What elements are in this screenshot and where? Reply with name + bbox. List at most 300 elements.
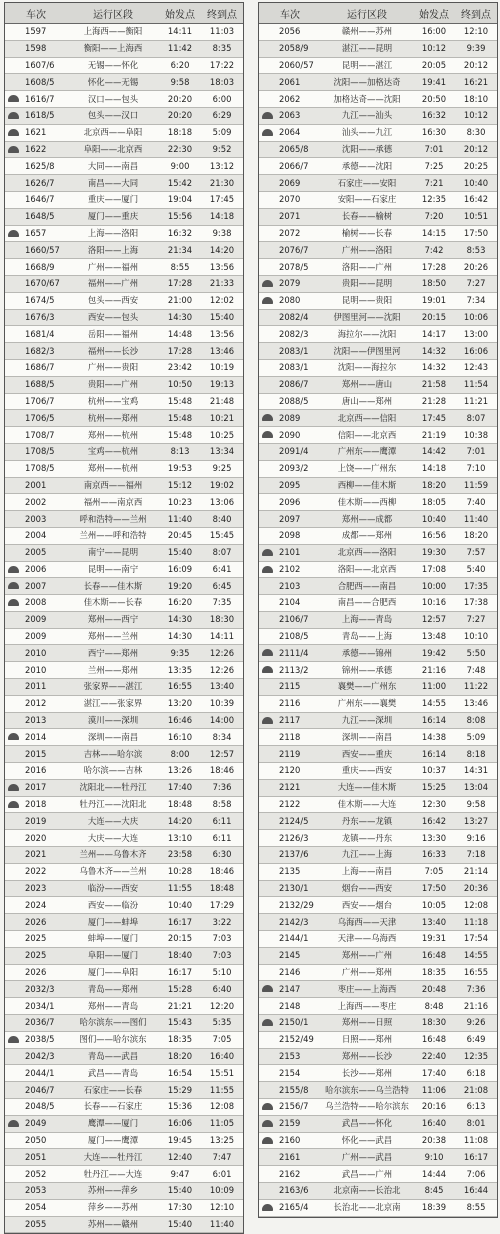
timetable-right-body [259, 24, 497, 1217]
train-icon [262, 666, 273, 673]
route-section: 大庆——大连 [67, 830, 159, 847]
route-section: 哈尔滨——吉林 [67, 763, 159, 780]
table-row [259, 494, 497, 511]
train-number: 1708/5 [5, 460, 67, 477]
table-row [259, 1082, 497, 1099]
arrive-time: 5:35 [201, 1015, 243, 1032]
depart-time: 23:58 [159, 847, 201, 864]
route-section: 丹东——龙镇 [321, 813, 413, 830]
arrive-time: 12:26 [201, 662, 243, 679]
depart-time: 14:32 [413, 359, 455, 376]
depart-time: 10:50 [159, 376, 201, 393]
depart-time: 15:40 [159, 544, 201, 561]
route-section: 信阳——北京西 [321, 427, 413, 444]
train-number: 2026 [5, 914, 67, 931]
table-row [5, 931, 243, 948]
arrive-time: 7:27 [455, 611, 497, 628]
train-number: 2096 [259, 494, 321, 511]
arrive-time: 12:02 [201, 292, 243, 309]
depart-time: 14:18 [413, 460, 455, 477]
arrive-time: 16:21 [455, 74, 497, 91]
arrive-time: 12:26 [201, 645, 243, 662]
arrive-time: 6:13 [455, 1099, 497, 1116]
train-number: 2056 [259, 24, 321, 41]
route-section: 西宁——郑州 [67, 645, 159, 662]
route-section: 青岛——郑州 [67, 981, 159, 998]
table-row [259, 813, 497, 830]
depart-time: 10:37 [413, 763, 455, 780]
arrive-time: 12:10 [455, 24, 497, 41]
train-icon [262, 1120, 273, 1127]
route-section: 海拉尔——沈阳 [321, 326, 413, 343]
train-number: 1621 [5, 124, 67, 141]
arrive-time: 7:47 [201, 1149, 243, 1166]
depart-time: 20:48 [413, 981, 455, 998]
table-row [259, 511, 497, 528]
arrive-time: 7:05 [201, 1031, 243, 1048]
train-number: 2119 [259, 746, 321, 763]
train-number: 1657 [5, 225, 67, 242]
route-section: 上海——青岛 [321, 611, 413, 628]
table-row [5, 225, 243, 242]
arrive-time: 10:06 [455, 309, 497, 326]
arrive-time: 13:40 [201, 679, 243, 696]
table-row [5, 1166, 243, 1183]
table-row [259, 343, 497, 360]
route-section: 贵阳——广州 [67, 376, 159, 393]
depart-time: 15:36 [159, 1099, 201, 1116]
train-number: 2054 [5, 1199, 67, 1216]
table-row [5, 729, 243, 746]
train-number: 2050 [5, 1132, 67, 1149]
train-icon [8, 582, 19, 589]
table-row [259, 107, 497, 124]
depart-time: 11:06 [413, 1082, 455, 1099]
table-row [259, 460, 497, 477]
depart-time: 17:30 [159, 1199, 201, 1216]
train-number: 2044/1 [5, 1065, 67, 1082]
train-number: 1706/5 [5, 410, 67, 427]
route-section: 岳阳——福州 [67, 326, 159, 343]
table-row [5, 427, 243, 444]
depart-time: 17:45 [413, 410, 455, 427]
train-number: 1686/7 [5, 359, 67, 376]
train-number: 2118 [259, 729, 321, 746]
train-number: 1670/67 [5, 275, 67, 292]
route-section: 深圳——南昌 [321, 729, 413, 746]
route-section: 郑州——唐山 [321, 376, 413, 393]
route-section: 青岛——上海 [321, 628, 413, 645]
train-number: 2101 [259, 544, 321, 561]
route-section: 广州东——襄樊 [321, 695, 413, 712]
table-row [259, 225, 497, 242]
arrive-time: 12:57 [201, 746, 243, 763]
depart-time: 11:00 [413, 679, 455, 696]
train-number: 2042/3 [5, 1048, 67, 1065]
arrive-time: 5:40 [455, 561, 497, 578]
table-row [5, 847, 243, 864]
arrive-time: 14:55 [455, 947, 497, 964]
train-number: 1708/5 [5, 443, 67, 460]
header-arrive: 终到点 [201, 3, 243, 24]
route-section: 北京西——阜阳 [67, 124, 159, 141]
arrive-time: 17:45 [201, 191, 243, 208]
route-section: 乌鲁木齐——兰州 [67, 863, 159, 880]
train-number: 2160 [259, 1132, 321, 1149]
route-section: 赣州——苏州 [321, 24, 413, 41]
depart-time: 13:35 [159, 662, 201, 679]
table-row [259, 880, 497, 897]
train-number: 2048/5 [5, 1099, 67, 1116]
train-icon [262, 649, 273, 656]
route-section: 佳木斯——长春 [67, 595, 159, 612]
arrive-time: 10:09 [201, 1182, 243, 1199]
route-section: 哈尔滨东——图们 [67, 1015, 159, 1032]
header-row [259, 3, 497, 24]
arrive-time: 5:09 [455, 729, 497, 746]
table-row [259, 981, 497, 998]
route-section: 兰州——呼和浩特 [67, 527, 159, 544]
route-section: 厦门——蚌埠 [67, 914, 159, 931]
train-number: 2132/29 [259, 897, 321, 914]
train-number: 1646/7 [5, 191, 67, 208]
train-number: 2016 [5, 763, 67, 780]
train-number: 1597 [5, 24, 67, 41]
arrive-time: 17:54 [455, 931, 497, 948]
route-section: 鹰潭——厦门 [67, 1115, 159, 1132]
depart-time: 9:10 [413, 1149, 455, 1166]
route-section: 包头——汉口 [67, 107, 159, 124]
table-row [5, 763, 243, 780]
table-row [5, 998, 243, 1015]
depart-time: 12:30 [413, 796, 455, 813]
arrive-time: 13:12 [201, 158, 243, 175]
train-icon [8, 230, 19, 237]
table-row [259, 527, 497, 544]
train-number: 2049 [5, 1115, 67, 1132]
route-section: 西安——临汾 [67, 897, 159, 914]
arrive-time: 7:18 [455, 847, 497, 864]
arrive-time: 17:29 [201, 897, 243, 914]
table-row [5, 359, 243, 376]
arrive-time: 8:55 [455, 1199, 497, 1216]
table-row [259, 645, 497, 662]
depart-time: 20:05 [413, 57, 455, 74]
table-row [5, 578, 243, 595]
depart-time: 20:45 [159, 527, 201, 544]
header-row [5, 3, 243, 24]
table-row [5, 679, 243, 696]
depart-time: 18:35 [413, 964, 455, 981]
depart-time: 21:21 [159, 998, 201, 1015]
table-row [259, 746, 497, 763]
table-row [5, 1031, 243, 1048]
route-section: 郑州——日照 [321, 1015, 413, 1032]
route-section: 佳木斯——西柳 [321, 494, 413, 511]
route-section: 漠川——深圳 [67, 712, 159, 729]
depart-time: 21:00 [159, 292, 201, 309]
train-number: 2046/7 [5, 1082, 67, 1099]
route-section: 上海西——衡阳 [67, 24, 159, 41]
arrive-time: 18:46 [201, 763, 243, 780]
train-number: 2098 [259, 527, 321, 544]
train-icon [8, 801, 19, 808]
arrive-time: 21:16 [455, 998, 497, 1015]
train-number: 2072 [259, 225, 321, 242]
route-section: 成都——郑州 [321, 527, 413, 544]
train-number: 2082/4 [259, 309, 321, 326]
route-section: 大连——牡丹江 [67, 1149, 159, 1166]
train-icon [262, 1204, 273, 1211]
table-row [259, 393, 497, 410]
route-section: 衡阳——上海西 [67, 40, 159, 57]
depart-time: 15:28 [159, 981, 201, 998]
train-number: 1681/4 [5, 326, 67, 343]
depart-time: 16:30 [413, 124, 455, 141]
arrive-time: 18:46 [201, 863, 243, 880]
train-number: 2126/3 [259, 830, 321, 847]
route-section: 北京南——长治北 [321, 1182, 413, 1199]
arrive-time: 20:12 [455, 57, 497, 74]
depart-time: 20:15 [159, 931, 201, 948]
depart-time: 8:13 [159, 443, 201, 460]
route-section: 长春——石家庄 [67, 1099, 159, 1116]
train-number: 2036/7 [5, 1015, 67, 1032]
train-number: 2008 [5, 595, 67, 612]
train-number: 2005 [5, 544, 67, 561]
route-section: 石家庄——安阳 [321, 175, 413, 192]
table-row [259, 931, 497, 948]
route-section: 沈阳——伊图里河 [321, 343, 413, 360]
route-section: 大连——大庆 [67, 813, 159, 830]
depart-time: 10:28 [159, 863, 201, 880]
table-row [5, 511, 243, 528]
depart-time: 21:19 [413, 427, 455, 444]
arrive-time: 10:39 [201, 695, 243, 712]
route-section: 上海西——枣庄 [321, 998, 413, 1015]
table-row [5, 343, 243, 360]
arrive-time: 11:40 [455, 511, 497, 528]
train-number: 2063 [259, 107, 321, 124]
arrive-time: 21:48 [201, 393, 243, 410]
route-section: 郑州——成都 [321, 511, 413, 528]
depart-time: 18:18 [159, 124, 201, 141]
depart-time: 16:14 [413, 746, 455, 763]
train-number: 2106/7 [259, 611, 321, 628]
table-row [5, 746, 243, 763]
route-section: 上饶——广州东 [321, 460, 413, 477]
train-icon [8, 784, 19, 791]
arrive-time: 17:35 [455, 578, 497, 595]
route-section: 沈阳——承德 [321, 141, 413, 158]
train-number: 2079 [259, 275, 321, 292]
depart-time: 20:38 [413, 1132, 455, 1149]
arrive-time: 7:36 [455, 981, 497, 998]
timetable-right-column [258, 2, 498, 1218]
train-number: 2111/4 [259, 645, 321, 662]
depart-time: 18:20 [159, 1048, 201, 1065]
depart-time: 17:28 [413, 259, 455, 276]
train-number: 1618/5 [5, 107, 67, 124]
depart-time: 7:20 [413, 208, 455, 225]
route-section: 青岛——武昌 [67, 1048, 159, 1065]
table-row [5, 376, 243, 393]
arrive-time: 19:02 [201, 477, 243, 494]
arrive-time: 6:49 [455, 1031, 497, 1048]
table-row [259, 1065, 497, 1082]
depart-time: 14:17 [413, 326, 455, 343]
route-section: 宝鸡——杭州 [67, 443, 159, 460]
arrive-time: 13:27 [455, 813, 497, 830]
arrive-time: 8:30 [455, 124, 497, 141]
route-section: 昆明——南宁 [67, 561, 159, 578]
depart-time: 14:38 [413, 729, 455, 746]
train-number: 2025 [5, 947, 67, 964]
train-number: 2102 [259, 561, 321, 578]
depart-time: 6:20 [159, 57, 201, 74]
route-section: 南昌——合肥西 [321, 595, 413, 612]
route-section: 阜阳——厦门 [67, 947, 159, 964]
route-section: 广州——福州 [67, 259, 159, 276]
table-row [259, 1099, 497, 1116]
depart-time: 15:40 [159, 1182, 201, 1199]
train-icon [262, 717, 273, 724]
train-number: 2062 [259, 91, 321, 108]
table-row [5, 914, 243, 931]
arrive-time: 8:34 [201, 729, 243, 746]
train-icon [262, 297, 273, 304]
depart-time: 14:30 [159, 611, 201, 628]
depart-time: 10:40 [413, 511, 455, 528]
depart-time: 19:01 [413, 292, 455, 309]
table-row [5, 1065, 243, 1082]
train-number: 2018 [5, 796, 67, 813]
depart-time: 10:23 [159, 494, 201, 511]
depart-time: 21:16 [413, 662, 455, 679]
train-number: 2116 [259, 695, 321, 712]
depart-time: 14:30 [159, 628, 201, 645]
train-number: 2013 [5, 712, 67, 729]
depart-time: 15:48 [159, 410, 201, 427]
train-number: 2003 [5, 511, 67, 528]
train-number: 2120 [259, 763, 321, 780]
route-section: 长沙——郑州 [321, 1065, 413, 1082]
table-row [259, 595, 497, 612]
arrive-time: 11:54 [455, 376, 497, 393]
table-row [259, 57, 497, 74]
arrive-time: 10:38 [455, 427, 497, 444]
depart-time: 7:21 [413, 175, 455, 192]
train-number: 2104 [259, 595, 321, 612]
route-section: 日照——郑州 [321, 1031, 413, 1048]
arrive-time: 15:45 [201, 527, 243, 544]
table-row [259, 410, 497, 427]
arrive-time: 6:11 [201, 813, 243, 830]
depart-time: 16:55 [159, 679, 201, 696]
arrive-time: 11:08 [455, 1132, 497, 1149]
table-row [259, 175, 497, 192]
arrive-time: 8:58 [201, 796, 243, 813]
route-section: 广州——武昌 [321, 1149, 413, 1166]
table-row [5, 1099, 243, 1116]
table-row [5, 259, 243, 276]
depart-time: 18:05 [413, 494, 455, 511]
table-row [259, 376, 497, 393]
table-row [5, 443, 243, 460]
depart-time: 18:40 [159, 947, 201, 964]
arrive-time: 13:06 [201, 494, 243, 511]
train-number: 2058/9 [259, 40, 321, 57]
table-row [259, 141, 497, 158]
route-section: 西安——重庆 [321, 746, 413, 763]
table-row [5, 1149, 243, 1166]
table-row [5, 947, 243, 964]
route-section: 临汾——西安 [67, 880, 159, 897]
arrive-time: 9:25 [201, 460, 243, 477]
depart-time: 16:20 [159, 595, 201, 612]
table-row [5, 796, 243, 813]
train-number: 2153 [259, 1048, 321, 1065]
train-number: 2023 [5, 880, 67, 897]
route-section: 包头——西安 [67, 292, 159, 309]
arrive-time: 12:43 [455, 359, 497, 376]
depart-time: 8:00 [159, 746, 201, 763]
table-row [5, 897, 243, 914]
route-section: 重庆——厦门 [67, 191, 159, 208]
depart-time: 16:06 [159, 1115, 201, 1132]
route-section: 北京西——洛阳 [321, 544, 413, 561]
route-section: 杭州——宝鸡 [67, 393, 159, 410]
route-section: 承德——锦州 [321, 645, 413, 662]
table-row [259, 847, 497, 864]
arrive-time: 5:50 [455, 645, 497, 662]
arrive-time: 16:06 [455, 343, 497, 360]
route-section: 萍乡——苏州 [67, 1199, 159, 1216]
header-train: 车次 [259, 3, 321, 24]
train-icon [8, 129, 19, 136]
arrive-time: 6:29 [201, 107, 243, 124]
depart-time: 14:20 [159, 813, 201, 830]
table-row [259, 662, 497, 679]
depart-time: 14:55 [413, 695, 455, 712]
table-row [5, 863, 243, 880]
train-number: 2130/1 [259, 880, 321, 897]
route-section: 阜阳——北京西 [67, 141, 159, 158]
arrive-time: 21:14 [455, 863, 497, 880]
route-section: 西柳——佳木斯 [321, 477, 413, 494]
train-number: 2159 [259, 1115, 321, 1132]
table-row [259, 191, 497, 208]
table-row [259, 1115, 497, 1132]
depart-time: 21:34 [159, 242, 201, 259]
table-row [5, 1182, 243, 1199]
table-row [259, 309, 497, 326]
table-row [5, 275, 243, 292]
depart-time: 10:40 [159, 897, 201, 914]
table-row [259, 914, 497, 931]
route-section: 重庆——西安 [321, 763, 413, 780]
table-row [259, 998, 497, 1015]
train-number: 2002 [5, 494, 67, 511]
arrive-time: 10:19 [201, 359, 243, 376]
arrive-time: 7:34 [455, 292, 497, 309]
depart-time: 19:30 [413, 544, 455, 561]
train-number: 2142/3 [259, 914, 321, 931]
train-icon [8, 146, 19, 153]
train-number: 2146 [259, 964, 321, 981]
depart-time: 19:20 [159, 578, 201, 595]
train-icon [262, 414, 273, 421]
